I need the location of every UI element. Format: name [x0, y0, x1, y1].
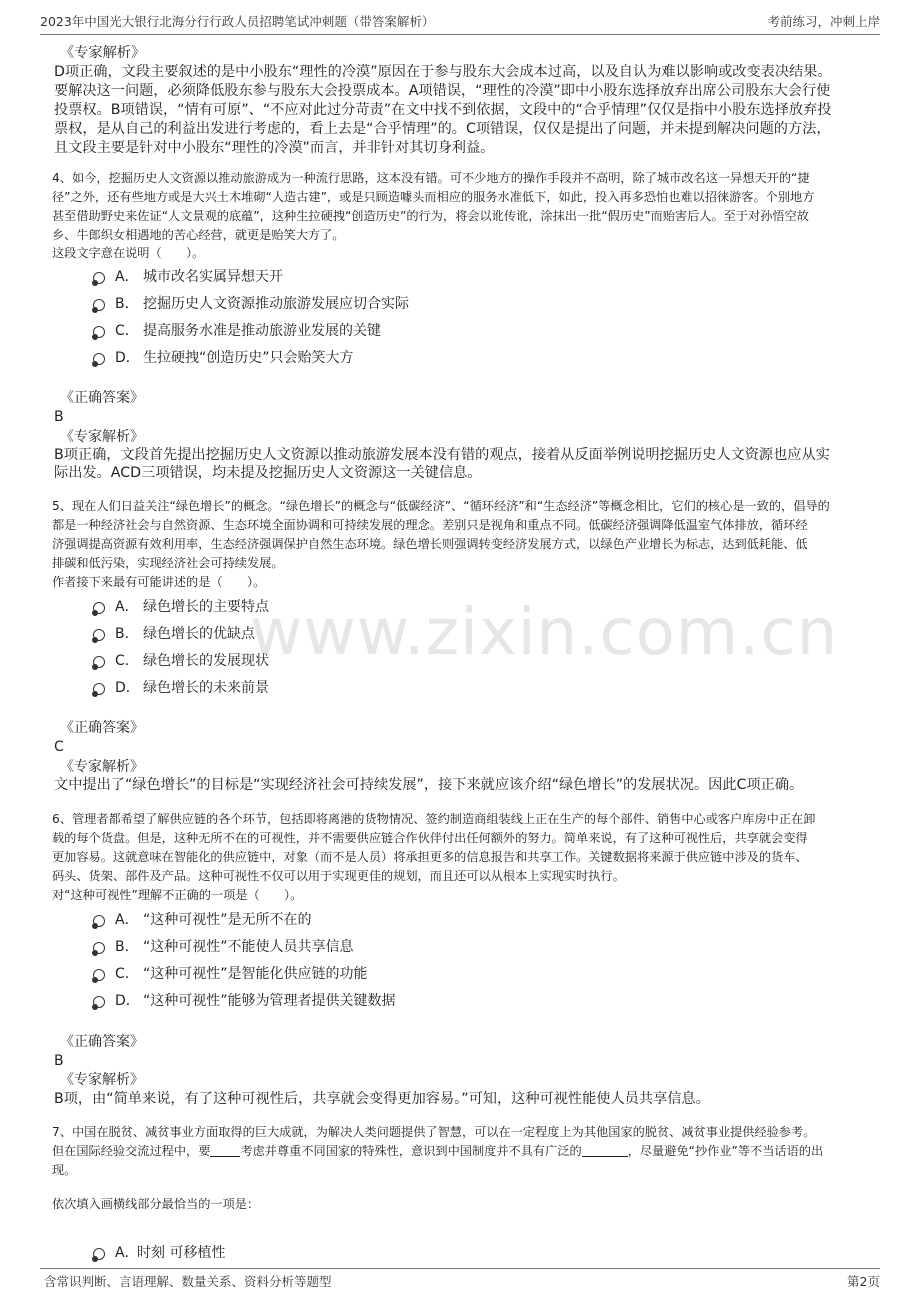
expert-analysis-line: D项正确，文段主要叙述的是中小股东“理性的冷漠”原因在于参与股东大会成本过高，以及自认为难以影响或改变表决结果。	[54, 64, 832, 80]
watermark: www.zixin.com.cn	[250, 596, 839, 670]
correct-answer-label: 《正确答案》	[60, 1034, 144, 1050]
expert-analysis-line: 要解决这一问题，必须降低股东参与股东大会投票成本。A项错误，“理性的冷漠”即中小股东选择放弃出席公司股东大会行使	[54, 83, 831, 99]
question-6-text: 载的每个货盘。但是，这种无所不在的可视性，并不需要供应链合作伙伴付出任何额外的努力。简单来说，有了这种可视性后，共享就会变得	[52, 831, 808, 845]
expert-analysis-line: 且文段主要是针对中小股东“理性的冷漠”而言，并非针对其切身利益。	[54, 140, 495, 156]
correct-answer: B	[54, 409, 64, 425]
question-5-option-c[interactable]: C． 绿色增长的发展现状	[93, 651, 269, 671]
question-6-text: 码头、货架、部件及产品。这种可视性不仅可以用于实现更佳的规划，而且还可以从根本上实现实时执行。	[52, 869, 625, 883]
expert-analysis-label: 《专家解析》	[60, 45, 146, 61]
radio-icon	[93, 353, 105, 365]
question-5-option-b[interactable]: B． 绿色增长的优缺点	[93, 624, 255, 644]
radio-icon	[93, 942, 105, 954]
question-6-option-b[interactable]: B． “这种可视性”不能使人员共享信息	[93, 937, 354, 957]
question-6-prompt: 对“这种可视性”理解不正确的一项是（ ）。	[52, 888, 303, 902]
question-7-text: 现。	[52, 1163, 77, 1177]
correct-answer-label: 《正确答案》	[60, 720, 144, 736]
question-6-text: 更加容易。这就意味在智能化的供应链中，对象（而不是人员）将承担更多的信息报告和共享工作。关键数据将来源于供应链中涉及的货车、	[52, 850, 808, 864]
correct-answer: C	[54, 739, 64, 755]
document-title: 2023年中国光大银行北海分行行政人员招聘笔试冲刺题（带答案解析）	[40, 14, 435, 29]
question-4-option-c[interactable]: C． 提高服务水准是推动旅游业发展的关键	[93, 321, 381, 341]
question-4-option-b[interactable]: B． 挖掘历史人文资源推动旅游发展应切合实际	[93, 294, 409, 314]
expert-analysis-line: 票权，是从自己的利益出发进行考虑的，看上去是“合乎情理”的。C项错误，仅仅是提出了问题，并未提到解决问题的方法，	[54, 121, 831, 137]
question-4-text: 甚至借助野史来佐证“人文景观的底蕴”，这种生拉硬拽“创造历史”的行为，将会以讹传讹，涂抹出一批“假历史”而贻害后人。至于对孙悟空故	[52, 209, 809, 223]
question-5-text: 排碳和低污染，实现经济社会可持续发展。	[52, 556, 284, 570]
radio-icon	[93, 299, 105, 311]
question-6-option-a[interactable]: A． “这种可视性”是无所不在的	[93, 910, 312, 930]
header-slogan: 考前练习，冲刺上岸	[767, 14, 880, 29]
question-5-text: 济强调提高资源有效利用率，生态经济强调保护自然生态环境。绿色增长则强调转变经济发展方式，以绿色产业增长为标志，达到低耗能、低	[52, 537, 808, 551]
question-4-option-d[interactable]: D． 生拉硬拽“创造历史”只会贻笑大方	[93, 348, 354, 368]
page-header	[40, 10, 880, 35]
footer-topics: 含常识判断、言语理解、数量关系、资料分析等题型	[44, 1274, 332, 1289]
radio-icon	[93, 1248, 105, 1260]
radio-icon	[93, 683, 105, 695]
question-4-text: 径”之外，还有些地方或是大兴土木堆砌“人造古建”，或是只顾造噱头而相应的服务水准低下，如此，投入再多恐怕也难以招徕游客。个别地方	[52, 190, 815, 204]
question-5-prompt: 作者接下来最有可能讲述的是（ ）。	[52, 575, 266, 589]
page-footer	[40, 1268, 880, 1291]
correct-answer-label: 《正确答案》	[60, 390, 144, 406]
question-7-text: 7、中国在脱贫、减贫事业方面取得的巨大成就，为解决人类问题提供了智慧，可以在一定程度上为其他国家的脱贫、减贫事业提供经验参考。	[52, 1125, 816, 1139]
radio-icon	[93, 915, 105, 927]
expert-analysis-line: 文中提出了“绿色增长”的目标是“实现经济社会可持续发展”，接下来就应该介绍“绿色增长”的发展状况。因此C项正确。	[54, 777, 804, 793]
radio-icon	[93, 969, 105, 981]
radio-icon	[93, 656, 105, 668]
radio-icon	[93, 326, 105, 338]
question-7-prompt: 依次填入画横线部分最恰当的一项是：	[52, 1197, 260, 1211]
expert-analysis-label: 《专家解析》	[60, 759, 144, 775]
radio-icon	[93, 602, 105, 614]
question-6-text: 6、管理者都希望了解供应链的各个环节，包括即将离港的货物情况、签约制造商组装线上正在生产的每个部件、销售中心或客户库房中正在卸	[52, 812, 816, 826]
radio-icon	[93, 272, 105, 284]
question-4-prompt: 这段文字意在说明（ ）。	[52, 246, 205, 260]
question-4-text: 乡、牛郎织女相遇地的苦心经营，就更是贻笑大方了。	[52, 228, 345, 242]
expert-analysis-label: 《专家解析》	[60, 1072, 144, 1088]
fill-blank-1	[210, 1144, 240, 1157]
question-7-option-a[interactable]: A．时刻 可移植性	[93, 1243, 225, 1263]
expert-analysis-line: 投票权。B项错误，“情有可原”、“不应对此过分苛责”在文中找不到依据，文段中的“合乎情理”仅仅是指中小股东选择放弃投	[54, 102, 832, 118]
question-5-option-a[interactable]: A． 绿色增长的主要特点	[93, 597, 269, 617]
question-5-text: 5、现在人们日益关注“绿色增长”的概念。“绿色增长”的概念与“低碳经济”、“循环经济”和“生态经济”等概念相比，它们的核心是一致的，倡导的	[52, 499, 830, 513]
page-number: 第2页	[847, 1274, 880, 1289]
correct-answer: B	[54, 1053, 64, 1069]
expert-analysis-line: B项正确，文段首先提出挖掘历史人文资源以推动旅游发展本没有错的观点，接着从反面举例说明挖掘历史人文资源也应从实	[54, 447, 830, 463]
fill-blank-2	[582, 1144, 628, 1157]
question-6-option-d[interactable]: D． “这种可视性”能够为管理者提供关键数据	[93, 991, 396, 1011]
radio-icon	[93, 629, 105, 641]
question-7-text: 但在国际经验交流过程中，要 考虑并尊重不同国家的特殊性，意识到中国制度并不具有广泛的 ，尽量避免“抄作业”等不当话语的出	[52, 1144, 824, 1158]
question-5-option-d[interactable]: D． 绿色增长的未来前景	[93, 678, 269, 698]
question-5-text: 都是一种经济社会与自然资源、生态环境全面协调和可持续发展的理念。差别只是视角和重点不同。低碳经济强调降低温室气体排放，循环经	[52, 518, 808, 532]
question-6-option-c[interactable]: C． “这种可视性”是智能化供应链的功能	[93, 964, 368, 984]
question-4-option-a[interactable]: A． 城市改名实属异想天开	[93, 267, 283, 287]
question-4-text: 4、如今，挖掘历史人文资源以推动旅游成为一种流行思路，这本没有错。可不少地方的操作手段并不高明，除了城市改名这一异想天开的“捷	[52, 171, 810, 185]
expert-analysis-label: 《专家解析》	[60, 429, 144, 445]
expert-analysis-line: 际出发。ACD三项错误，均未提及挖掘历史人文资源这一关键信息。	[54, 465, 482, 481]
radio-icon	[93, 996, 105, 1008]
expert-analysis-line: B项，由“简单来说，有了这种可视性后，共享就会变得更加容易。”可知，这种可视性能使人员共享信息。	[54, 1091, 710, 1107]
